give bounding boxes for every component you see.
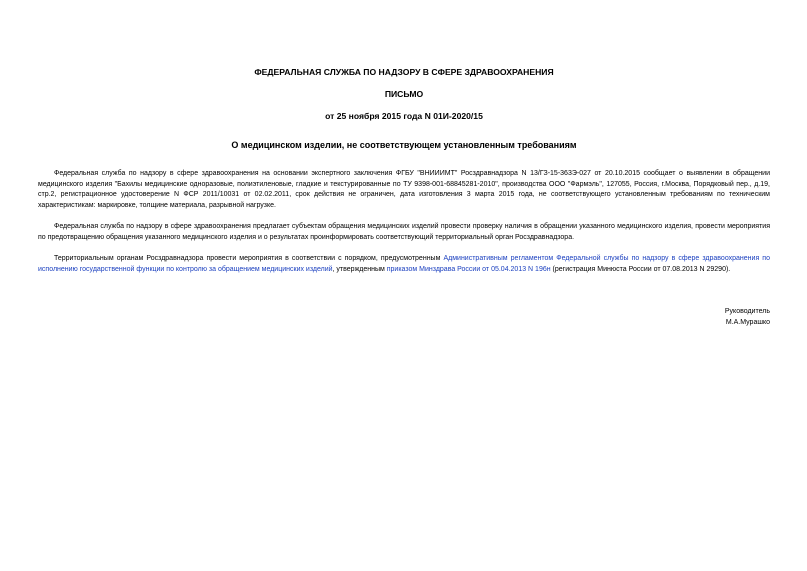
document-page xyxy=(38,0,770,571)
signatory-name: М.А.Мурашко xyxy=(725,319,770,326)
document-subject: О медицинском изделии, не соответствующем установленным требованиям xyxy=(231,140,577,150)
agency-title: ФЕДЕРАЛЬНАЯ СЛУЖБА ПО НАДЗОРУ В СФЕРЕ ЗДРАВООХРАНЕНИЯ xyxy=(254,67,554,77)
ministry-order-link[interactable]: приказом Минздрава России от 05.04.2013 N 196н xyxy=(386,265,551,273)
document-date-number: от 25 ноября 2015 года N 01И-2020/15 xyxy=(325,111,483,121)
paragraph-instructions xyxy=(38,254,770,275)
administrative-regulation-link[interactable]: Административным регламентом Федеральной службы по надзору в сфере здравоохранения по исполнению государственной функции по контролю за обращением медицинских изделий xyxy=(38,255,770,273)
paragraph-proposal: Федеральная служба по надзору в сфере здравоохранения предлагает субъектам обращения медицинских изделий провести проверку наличия в обращении указанного медицинского изделия, провести мероприятия по предотвращению обращения указанного медицинского изделия и о результатах проинформировать соответствующий территориальный орган Росздравнадзора. xyxy=(38,223,770,241)
paragraph-instructions-text-middle: , утвержденным xyxy=(332,265,387,273)
paragraph-instructions-text-after: (регистрация Минюста России от 07.08.2013 N 29290). xyxy=(550,265,731,273)
signature-block xyxy=(725,306,770,328)
paragraph-instructions-text-before: Территориальным органам Росздравнадзора провести мероприятия в соответствии с порядком, предусмотренным xyxy=(54,255,444,262)
signatory-position: Руководитель xyxy=(724,308,770,315)
paragraph-findings: Федеральная служба по надзору в сфере здравоохранения на основании экспертного заключения ФГБУ "ВНИИИМТ" Росздравнадзора N 13/ГЗ-15-363Э-027 от 20.10.2015 сообщает о выявлении в обращении медицинского изделия "Бахилы медицинские одноразовые, полиэтиленовые, гладкие и текстурированные по ТУ 9398-001-68845281-2010", производства ООО "Фармэль", 127055, Россия, г.Москва, Порядковый пер., д.19, стр.2, регистрационное удостоверение N ФСР 2011/10031 от 02.02.2011, срок действия не ограничен, дата изготовления 3 марта 2015 года, не соответствующего установленным требованиям по техническим характеристикам: маркировке, толщине материала, разрывной нагрузке. xyxy=(38,170,770,209)
document-type: ПИСЬМО xyxy=(384,89,424,99)
